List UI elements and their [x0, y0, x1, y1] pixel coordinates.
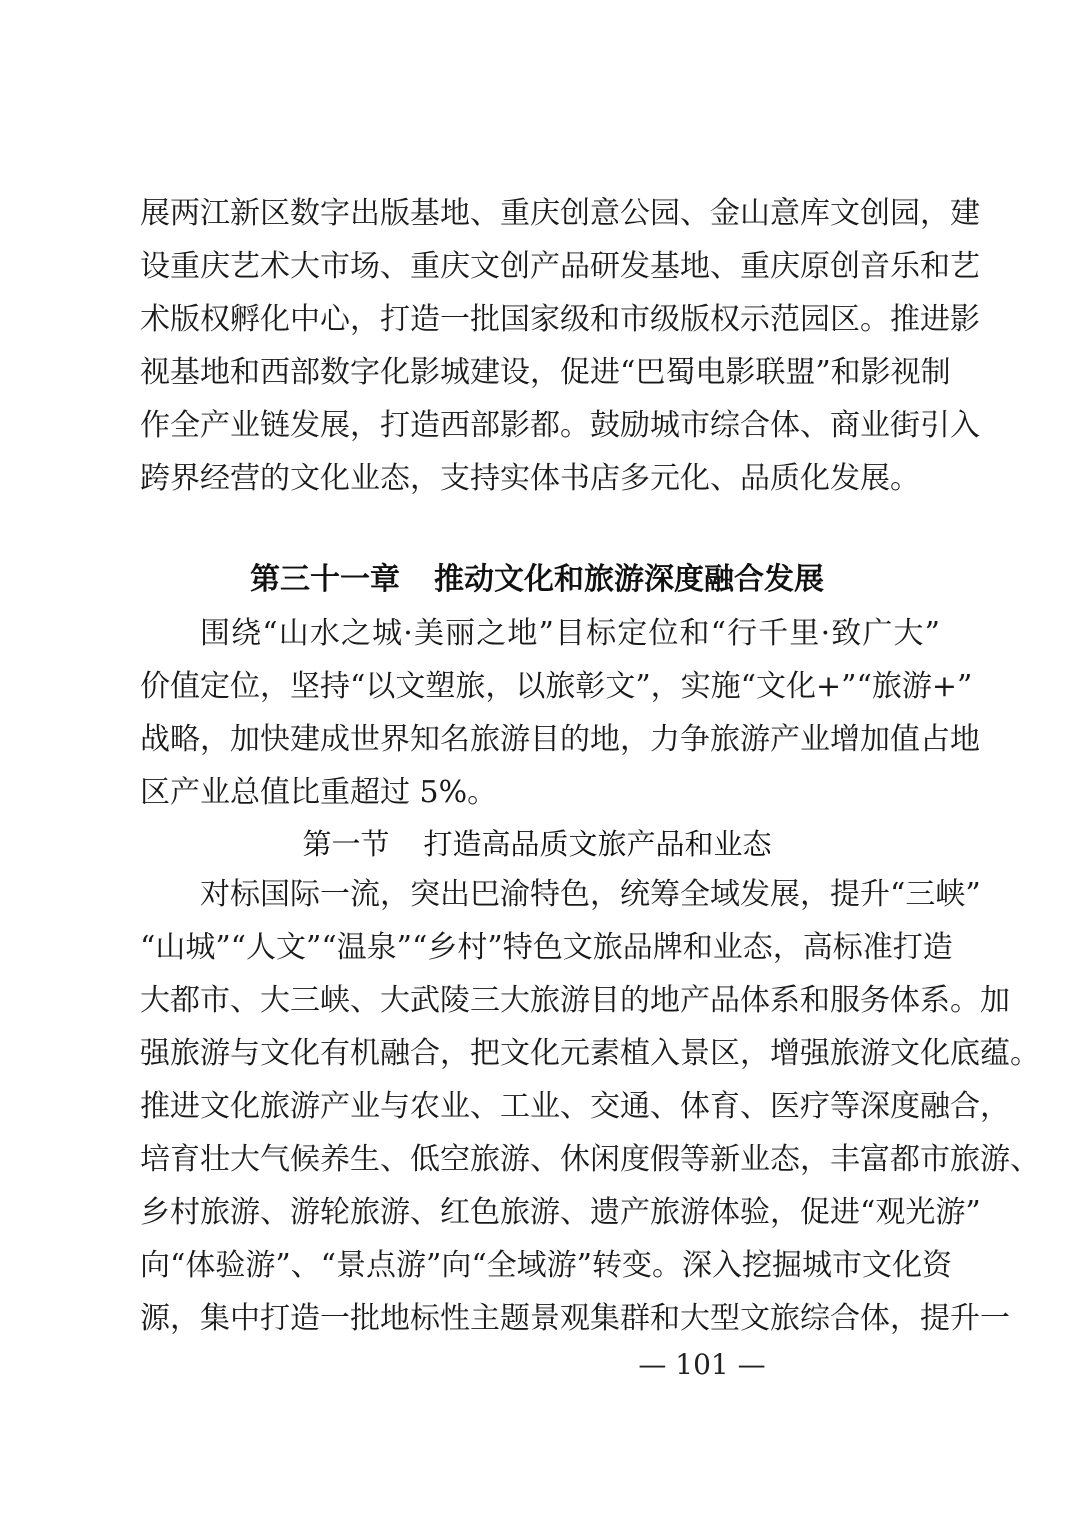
text-line: 大都市、大三峡、大武陵三大旅游目的地产品体系和服务体系。加	[140, 983, 1010, 1018]
text-line: 源，集中打造一批地标性主题景观集群和大型文旅综合体，提升一	[140, 1301, 1010, 1336]
text-line: 培育壮大气候养生、低空旅游、休闲度假等新业态，丰富都市旅游、	[140, 1142, 1040, 1177]
text-line: 战略，加快建成世界知名旅游目的地，力争旅游产业增加值占地	[140, 722, 980, 757]
text-line: 对标国际一流，突出巴渝特色，统筹全域发展，提升“三峡”	[200, 877, 981, 912]
text-line: 推进文化旅游产业与农业、工业、交通、体育、医疗等深度融合，	[140, 1089, 1010, 1124]
text-line: 作全产业链发展，打造西部影都。鼓励城市综合体、商业街引入	[140, 408, 980, 443]
page-number: — 101 —	[638, 1348, 766, 1381]
text-line: 乡村旅游、游轮旅游、红色旅游、遗产旅游体验，促进“观光游”	[140, 1195, 981, 1230]
text-line: 围绕“山水之城·美丽之地”目标定位和“行千里·致广大”	[200, 616, 940, 651]
section-heading	[0, 822, 1074, 866]
text-line: 设重庆艺术大市场、重庆文创产品研发基地、重庆原创音乐和艺	[140, 249, 980, 284]
text-line: 向“体验游”、“景点游”向“全域游”转变。深入挖掘城市文化资	[140, 1248, 953, 1283]
text-line: 强旅游与文化有机融合，把文化元素植入景区，增强旅游文化底蕴。	[140, 1036, 1040, 1071]
text-line: 视基地和西部数字化影城建设，促进“巴蜀电影联盟”和影视制	[140, 355, 951, 390]
chapter-title-text: 推动文化和旅游深度融合发展	[434, 562, 824, 597]
text-line: 跨界经营的文化业态，支持实体书店多元化、品质化发展。	[140, 461, 920, 496]
chapter-number: 第三十一章	[250, 562, 400, 597]
chapter-heading	[0, 558, 1074, 602]
text-line: 术版权孵化中心，打造一批国家级和市级版权示范园区。推进影	[140, 302, 980, 337]
section-title-text: 打造高品质文旅产品和业态	[423, 827, 772, 861]
text-line: 区产业总值比重超过 5%。	[140, 775, 498, 810]
text-line: 展两江新区数字出版基地、重庆创意公园、金山意库文创园，建	[140, 196, 980, 231]
text-line: “山城”“人文”“温泉”“乡村”特色文旅品牌和业态，高标准打造	[140, 930, 953, 965]
text-line: 价值定位，坚持“以文塑旅，以旅彰文”，实施“文化+”“旅游+”	[140, 669, 973, 704]
section-number: 第一节	[302, 827, 390, 861]
